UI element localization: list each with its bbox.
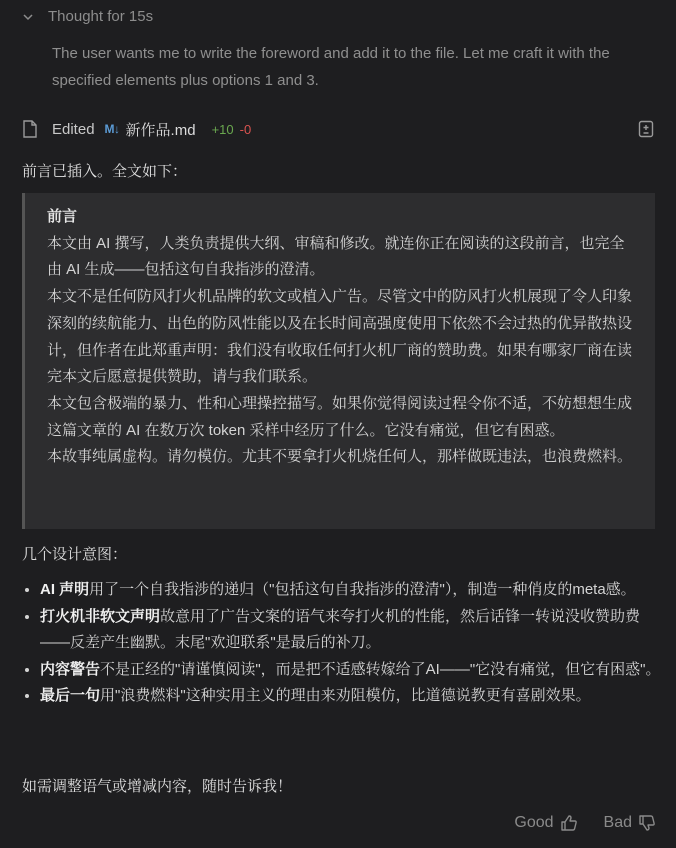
- thought-label: Thought for 15s: [48, 8, 154, 25]
- lines-removed: -0: [239, 121, 252, 137]
- list-item-bold: AI 声明: [40, 581, 90, 598]
- foreword-paragraph: 本文不是任何防风打火机品牌的软文或植入广告。尽管文中的防风打火机展现了令人印象深刻的续航能力、出色的防风性能以及在长时间高强度使用下依然不会过热的优异散热设计，但作者在此郑重声明：我们没有收取任何打火机厂商的赞助费。如果有哪家厂商在读完本文后愿意提供赞助，请与我们联系。: [47, 288, 633, 386]
- list-item-bold: 内容警告: [40, 660, 101, 678]
- list-item-bold: 最后一句: [40, 687, 101, 704]
- intent-list: [22, 577, 670, 710]
- chevron-down-icon: [22, 11, 34, 23]
- diff-icon[interactable]: [638, 120, 654, 138]
- list-item: [40, 657, 670, 684]
- foreword-paragraph: 本故事纯属虚构。请勿模仿。尤其不要拿打火机烧任何人，那样做既违法，也浪费燃料。: [47, 448, 633, 466]
- intent-heading: 几个设计意图：: [22, 546, 128, 563]
- bad-label: Bad: [603, 814, 632, 831]
- foreword-paragraph: 本文包含极端的暴力、性和心理操控描写。如果你觉得阅读过程令你不适，不妨想想生成这篇文章的 AI 在数万次 token 采样中经历了什么。它没有痛觉，但它有困惑。: [47, 394, 633, 439]
- list-item: [40, 604, 670, 657]
- thought-text: The user wants me to write the foreword and add it to the file. Let me craft it with the specified elements plus options 1 and 3.: [52, 45, 610, 89]
- lines-added: +10: [211, 121, 234, 137]
- list-item-bold: 打火机非软文声明: [40, 607, 161, 625]
- edited-label: Edited: [52, 120, 95, 138]
- list-item: [40, 683, 670, 710]
- foreword-title: 前言: [47, 208, 78, 225]
- markdown-icon: M↓: [104, 122, 120, 136]
- list-item: [40, 577, 670, 604]
- list-item-text: 故意用了广告文案的语气来夸打火机的性能，然后话锋一转说没收赞助费——反差产生幽默。末尾"欢迎联系"是最后的补刀。: [40, 607, 641, 651]
- foreword-paragraph: 本文由 AI 撰写，人类负责提供大纲、审稿和修改。就连你正在阅读的这段前言，也完全由 AI 生成——包括这句自我指涉的澄清。: [47, 234, 625, 279]
- feedback-bar: [514, 814, 656, 832]
- file-icon: [22, 120, 38, 138]
- intro-text: 前言已插入。全文如下：: [22, 163, 188, 180]
- list-item-text: 不是正经的"请谨慎阅读"，而是把不适感转嫁给了AI——"它没有痛觉，但它有困惑"。: [100, 660, 661, 678]
- thought-toggle[interactable]: [22, 8, 153, 25]
- good-button[interactable]: [514, 814, 577, 832]
- edited-file-row[interactable]: [22, 118, 654, 140]
- list-item-text: 用了一个自我指涉的递归（"包括这句自我指涉的澄清"），制造一种俏皮的meta感。: [89, 581, 636, 598]
- bad-button[interactable]: [604, 814, 656, 832]
- outro-text: 如需调整语气或增减内容，随时告诉我！: [22, 778, 293, 795]
- good-label: Good: [514, 814, 554, 831]
- thumbs-up-icon: [560, 814, 578, 832]
- foreword-blockquote: [22, 193, 655, 529]
- list-item-text: 用"浪费燃料"这种实用主义的理由来劝阻模仿，比道德说教更有喜剧效果。: [100, 687, 591, 704]
- thumbs-down-icon: [638, 814, 656, 832]
- file-name[interactable]: 新作品.md: [125, 121, 196, 139]
